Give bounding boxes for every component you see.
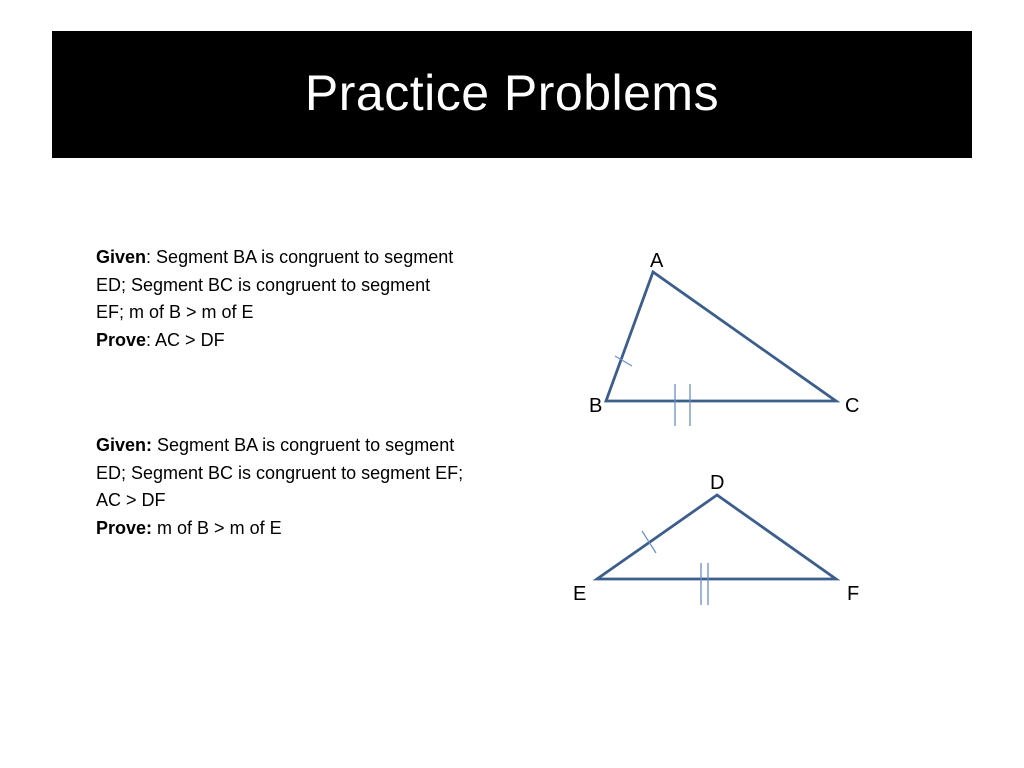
prove-label: Prove: [96,517,153,538]
given-text: Segment BA is congruent to segment ED; Segment BC is congruent to segment EF; m of B > m of E [96,247,454,322]
vertex-label-a: A [650,250,664,272]
given-separator: : [146,247,157,267]
vertex-label-f: F [847,583,860,605]
triangle-def-outline [597,495,836,579]
vertex-label-c: C [845,395,860,417]
congruence-tick-ba [615,356,632,366]
vertex-label-b: B [589,395,603,417]
vertex-label-e: E [573,583,587,605]
triangle-def [573,472,859,605]
given-text: Segment BA is congruent to segment ED; Segment BC is congruent to segment EF; AC > DF [96,435,464,510]
prove-separator: : [146,329,156,350]
vertex-label-d: D [710,472,725,494]
prove-text: m of B > m of E [157,517,282,538]
given-label: Given: [96,435,153,455]
congruence-tick-ed [642,531,656,553]
prove-text: AC > DF [155,329,225,350]
given-label: Given [96,247,147,267]
prove-label: Prove [96,329,147,350]
triangle-abc [589,250,859,426]
triangle-abc-outline [606,272,836,401]
slide-title: Practice Problems [304,64,720,121]
